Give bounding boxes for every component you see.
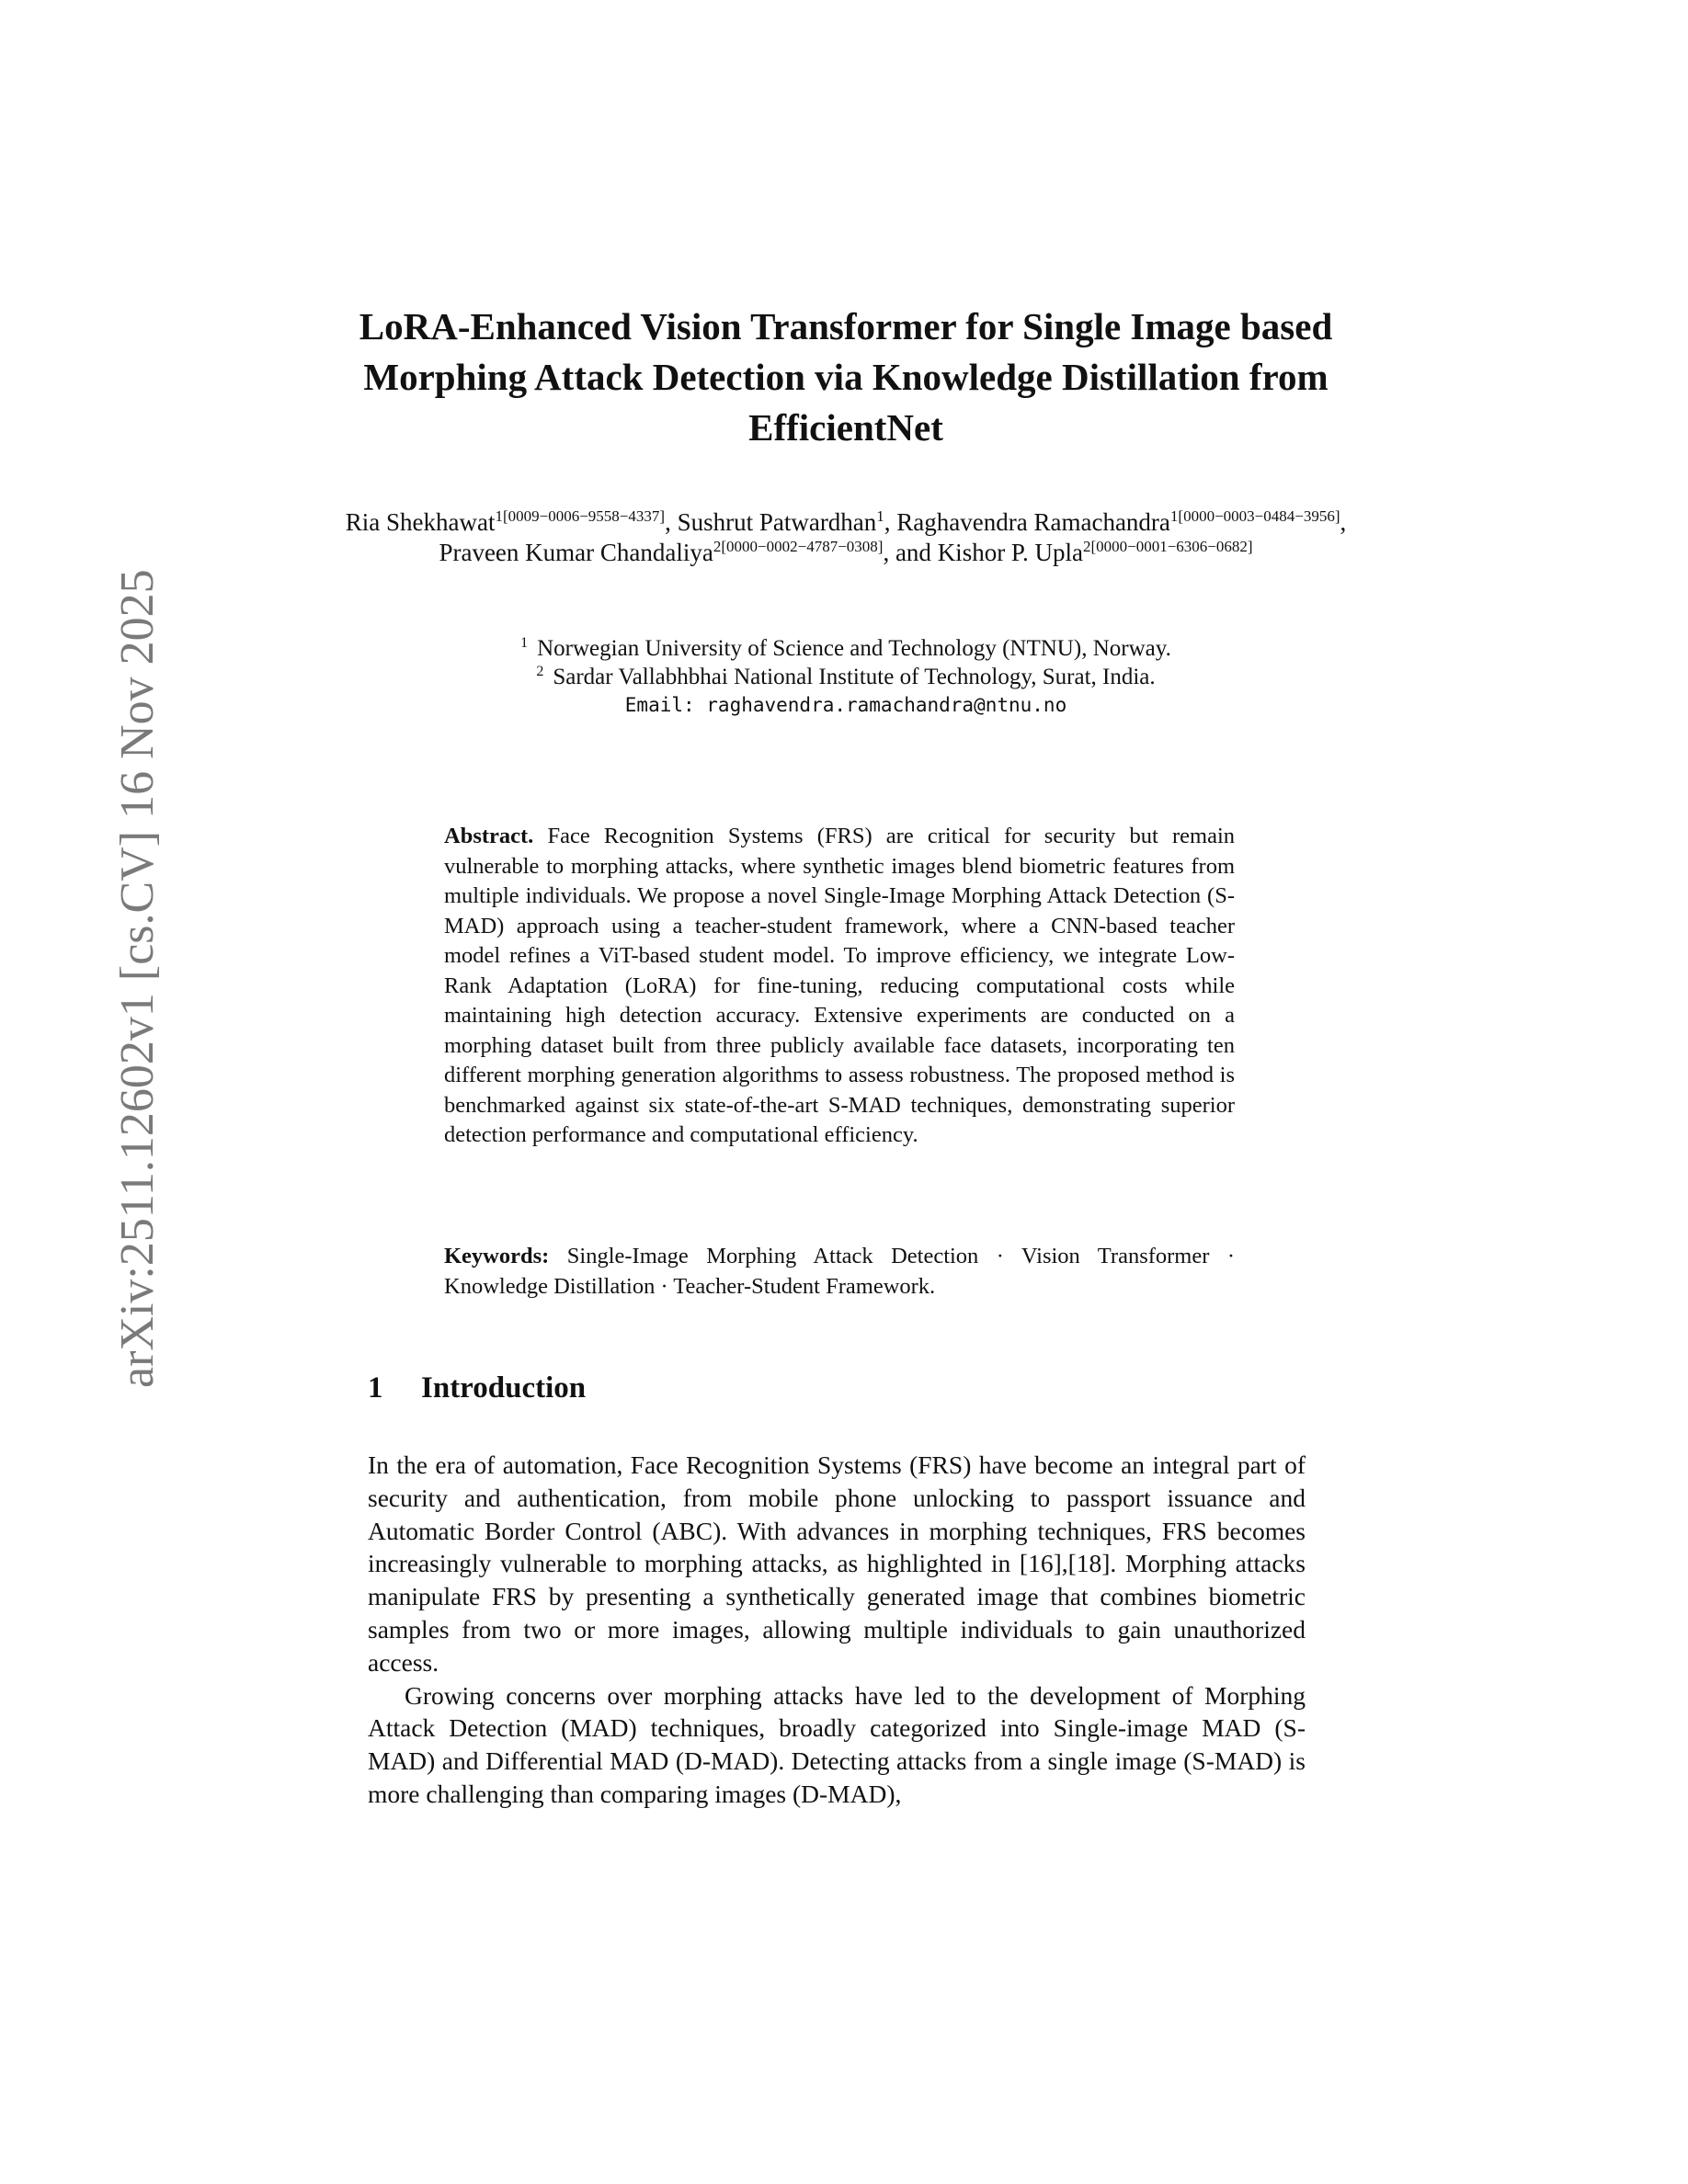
author-name: Ria Shekhawat [345, 508, 496, 536]
author-affiliation-orcid: 1 [876, 507, 884, 525]
introduction-body [368, 1449, 1306, 1811]
keywords-text: Single-Image Morphing Attack Detection · Vision Transformer · Knowledge Distillation · Teacher-Student Framework. [444, 1244, 1235, 1299]
paragraph: In the era of automation, Face Recognition Systems (FRS) have become an integral part of security and authentication, from mobile phone unlocking to passport issuance and Automatic Border Control (ABC). With advances in morphing techniques, FRS becomes increasingly vulnerable to morphing attacks, as highlighted in [16],[18]. Morphing attacks manipulate FRS by presenting a synthetically generated image that combines biometric samples from two or more images, allowing multiple individuals to gain unauthorized access. [368, 1450, 1306, 1677]
affiliation-block [340, 634, 1352, 720]
keywords-label: Keywords: [444, 1244, 550, 1268]
author-separator: , [665, 508, 678, 536]
section-title: Introduction [421, 1371, 587, 1405]
contact-email: Email: raghavendra.ramachandra@ntnu.no [624, 694, 1067, 716]
author-separator: , [1340, 508, 1347, 536]
author-name: Praveen Kumar Chandaliya [439, 539, 713, 566]
author-name: Raghavendra Ramachandra [896, 508, 1170, 536]
author-name: Kishor P. Upla [937, 539, 1083, 566]
author-affiliation-orcid: 2[0000−0002−4787−0308] [713, 538, 884, 555]
abstract [444, 822, 1235, 1151]
abstract-text: Face Recognition Systems (FRS) are critical for security but remain vulnerable to morphing attacks, where synthetic images blend biometric features from multiple individuals. We propose a novel Single-Image Morphing Attack Detection (S-MAD) approach using a teacher-student framework, where a CNN-based teacher model refines a ViT-based student model. To improve efficiency, we integrate Low-Rank Adaptation (LoRA) for fine-tuning, reducing computational costs while maintaining high detection accuracy. Extensive experiments are conducted on a morphing dataset built from three publicly available face datasets, incorporating ten different morphing generation algorithms to assess robustness. The proposed method is benchmarked against six state-of-the-art S-MAD techniques, demonstrating superior detection performance and computational efficiency. [444, 824, 1236, 1147]
arxiv-identifier: arXiv:2511.12602v1 [cs.CV] 16 Nov 2025 [111, 569, 164, 1388]
paragraph: Growing concerns over morphing attacks have led to the development of Morphing Attack Detection (MAD) techniques, broadly categorized into Single-image MAD (S-MAD) and Differential MAD (D-MAD). Detecting attacks from a single image (S-MAD) is more challenging than comparing images (D-MAD), [368, 1680, 1306, 1808]
paper-title: LoRA-Enhanced Vision Transformer for Single Image based Morphing Attack Detection via Knowledge Distillation from EfficientNet [359, 305, 1333, 449]
author-affiliation-orcid: 1[0009−0006−9558−4337] [495, 507, 666, 525]
affiliation-line [340, 663, 1352, 691]
author-affiliation-orcid: 1[0000−0003−0484−3956] [1169, 507, 1340, 525]
affiliation-text: Sardar Vallabhbhai National Institute of Technology, Surat, India. [553, 665, 1156, 689]
keywords [444, 1241, 1235, 1302]
author-separator: , [884, 508, 897, 536]
affiliation-text: Norwegian University of Science and Technology (NTNU), Norway. [537, 636, 1171, 661]
author-affiliation-orcid: 2[0000−0001−6306−0682] [1082, 538, 1253, 555]
author-separator: , and [883, 539, 938, 566]
author-list [340, 507, 1352, 568]
author-name: Sushrut Patwardhan [677, 508, 877, 536]
section-number: 1 [368, 1371, 383, 1405]
abstract-label: Abstract. [444, 824, 534, 848]
affiliation-number: 2 [536, 663, 544, 679]
affiliation-line [340, 634, 1352, 663]
affiliation-number: 1 [520, 634, 529, 651]
section-heading [368, 1370, 1195, 1406]
